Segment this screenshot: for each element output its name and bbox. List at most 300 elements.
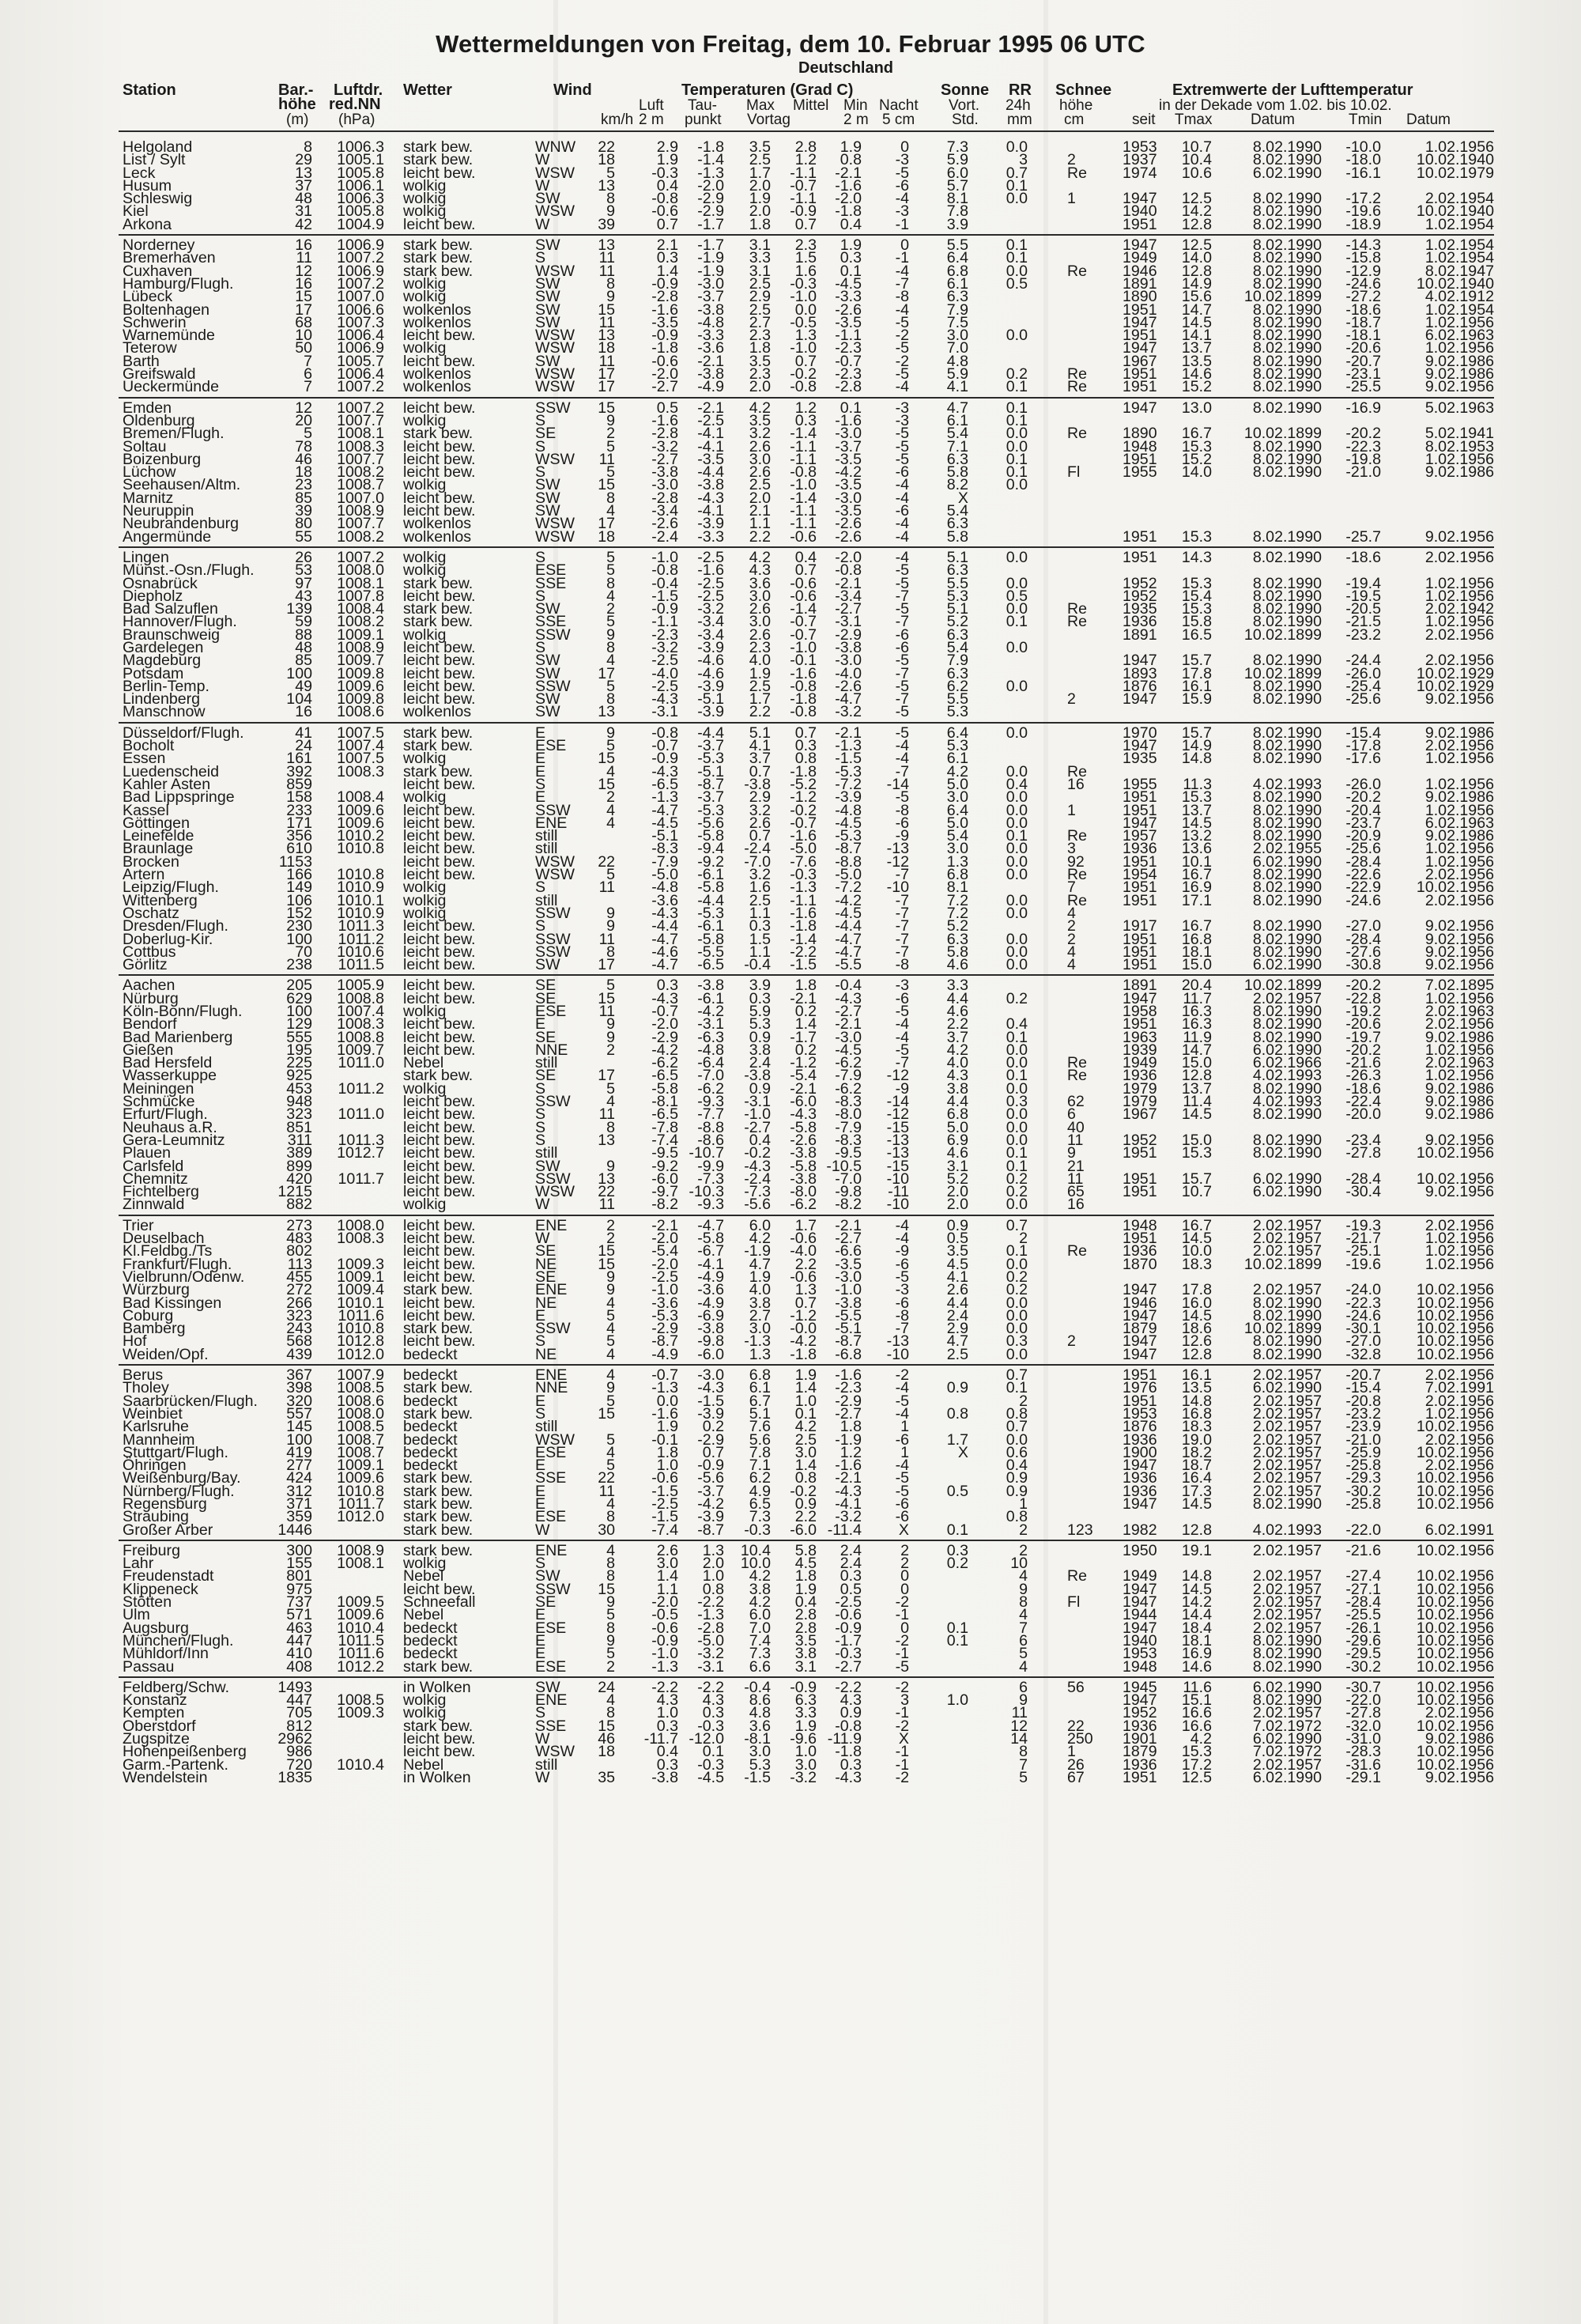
cell-max-temp: 2.7 <box>749 1306 771 1324</box>
cell-tmax-date: 8.02.1990 <box>1252 138 1322 156</box>
header-station: Station <box>123 81 176 99</box>
cell-dew-point: -3.2 <box>697 1645 724 1663</box>
cell-since-year: 1951 <box>1123 1392 1157 1410</box>
cell-weather: stark bew. <box>403 262 474 280</box>
cell-air-temp: -4.0 <box>651 664 678 682</box>
cell-min-temp: -4.5 <box>835 904 862 922</box>
cell-min-temp: -6.6 <box>835 1242 862 1260</box>
cell-mean-temp: 3.5 <box>794 1631 817 1649</box>
cell-station: Saarbrücken/Flugh. <box>123 1392 258 1410</box>
cell-barometer-height: 367 <box>286 1366 312 1385</box>
cell-station: Braunschweig <box>123 625 221 644</box>
cell-barometer-height: 266 <box>286 1294 312 1312</box>
cell-air-temp: -3.4 <box>651 502 678 520</box>
cell-max-temp: 6.8 <box>749 1366 771 1385</box>
cell-precipitation: 0.0 <box>1006 677 1028 695</box>
cell-wind-direction: still <box>535 1144 558 1162</box>
cell-wind-direction: E <box>535 1645 546 1663</box>
cell-wind-speed: 8 <box>606 638 615 656</box>
cell-min-temp: -6.2 <box>835 1054 862 1072</box>
cell-precipitation: 0.0 <box>1006 724 1028 742</box>
cell-weather: leicht bew. <box>403 1028 476 1046</box>
cell-barometer-height: 8 <box>304 138 312 156</box>
cell-pressure: 1008.3 <box>337 1015 384 1034</box>
cell-precipitation: 0.6 <box>1006 1443 1028 1461</box>
cell-sunshine: 4.3 <box>946 1067 968 1085</box>
cell-tmin: -15.4 <box>1345 724 1381 742</box>
cell-sunshine: 2.5 <box>946 1345 968 1363</box>
cell-air-temp: -1.0 <box>651 1281 678 1299</box>
cell-mean-temp: 4.5 <box>794 1555 817 1573</box>
cell-tmin-date: 9.02.1986 <box>1424 1105 1494 1124</box>
cell-night-min: -5 <box>895 1392 909 1410</box>
header-min: Min <box>843 97 868 114</box>
cell-pressure: 1008.3 <box>337 762 384 780</box>
cell-min-temp: -1.5 <box>835 750 862 768</box>
cell-max-temp: 3.5 <box>749 138 771 156</box>
cell-mean-temp: 1.9 <box>794 1366 817 1385</box>
cell-min-temp: -4.5 <box>835 274 862 293</box>
cell-snow: 2 <box>1067 151 1076 169</box>
cell-night-min: -7 <box>895 917 909 935</box>
cell-since-year: 1951 <box>1123 1144 1157 1162</box>
cell-precipitation: 0.0 <box>1006 801 1028 819</box>
cell-station: Kassel <box>123 801 169 819</box>
cell-night-min: -1 <box>895 249 909 267</box>
cell-since-year: 1947 <box>1123 399 1157 417</box>
cell-wind-direction: SW <box>535 664 560 682</box>
cell-station: Feldberg/Schw. <box>123 1678 230 1696</box>
cell-tmax-date: 2.02.1957 <box>1252 1593 1322 1612</box>
cell-dew-point: -2.1 <box>697 352 724 370</box>
cell-air-temp: -1.5 <box>651 1482 678 1500</box>
cell-dew-point: -1.7 <box>697 236 724 255</box>
cell-precipitation: 0.8 <box>1006 1404 1028 1423</box>
cell-pressure: 1004.9 <box>337 215 384 233</box>
cell-weather: bedeckt <box>403 1366 458 1385</box>
cell-barometer-height: 26 <box>295 548 312 566</box>
cell-precipitation: 0.4 <box>1006 1015 1028 1034</box>
cell-tmin: -23.2 <box>1345 1404 1381 1423</box>
cell-since-year: 1890 <box>1123 288 1157 306</box>
cell-mean-temp: -0.6 <box>790 587 817 605</box>
cell-snow: 26 <box>1067 1755 1085 1774</box>
cell-air-temp: -4.3 <box>651 989 678 1007</box>
cell-max-temp: 2.5 <box>749 274 771 293</box>
cell-weather: leicht bew. <box>403 399 476 417</box>
cell-barometer-height: 424 <box>286 1469 312 1487</box>
cell-tmin-date: 2.02.1954 <box>1424 190 1494 208</box>
cell-precipitation: 0.0 <box>1006 262 1028 280</box>
cell-air-temp: -1.5 <box>651 1508 678 1526</box>
cell-mean-temp: -0.3 <box>790 274 817 293</box>
cell-tmax: 18.2 <box>1181 1443 1212 1461</box>
cell-barometer-height: 629 <box>286 989 312 1007</box>
cell-mean-temp: 1.7 <box>794 1216 817 1234</box>
cell-dew-point: -4.1 <box>697 425 724 443</box>
cell-max-temp: 5.9 <box>749 1003 771 1020</box>
cell-precipitation: 0.1 <box>1006 411 1028 429</box>
cell-max-temp: 1.7 <box>749 164 771 182</box>
cell-night-min: -4 <box>895 1015 909 1034</box>
cell-night-min: -9 <box>895 1242 909 1260</box>
cell-dew-point: -7.0 <box>697 1067 724 1085</box>
cell-night-min: -4 <box>895 750 909 768</box>
cell-mean-temp: -1.8 <box>790 917 817 935</box>
cell-tmax: 14.5 <box>1181 1105 1212 1124</box>
cell-precipitation: 0.0 <box>1006 476 1028 494</box>
cell-tmax-date: 6.02.1990 <box>1252 164 1322 182</box>
cell-tmax: 15.3 <box>1181 788 1212 807</box>
cell-pressure: 1011.7 <box>338 1495 384 1513</box>
cell-since-year: 1979 <box>1123 1079 1157 1098</box>
cell-night-min: -4 <box>895 1379 909 1397</box>
cell-precipitation: 0.2 <box>1006 1170 1028 1188</box>
cell-min-temp: -0.7 <box>835 352 862 370</box>
cell-station: Trier <box>123 1216 154 1234</box>
cell-air-temp: -4.7 <box>651 801 678 819</box>
cell-air-temp: -5.3 <box>651 1306 678 1324</box>
cell-night-min: -4 <box>895 527 909 546</box>
cell-wind-speed: 4 <box>606 1294 615 1312</box>
cell-barometer-height: 166 <box>286 866 312 884</box>
cell-tmin: -25.5 <box>1345 1606 1381 1624</box>
cell-mean-temp: -0.7 <box>790 613 817 631</box>
cell-station: Stuttgart/Flugh. <box>123 1443 228 1461</box>
cell-dew-point: -4.4 <box>697 463 724 482</box>
cell-station: Gera-Leumnitz <box>123 1131 225 1149</box>
cell-tmin: -32.8 <box>1345 1345 1381 1363</box>
cell-station: Leinefelde <box>123 827 194 845</box>
cell-tmax-date: 2.02.1957 <box>1252 1443 1322 1461</box>
cell-sunshine: 5.1 <box>946 548 968 566</box>
cell-tmax-date: 8.02.1990 <box>1252 1631 1322 1649</box>
cell-min-temp: -3.5 <box>835 450 862 468</box>
cell-night-min: -13 <box>886 840 909 858</box>
cell-dew-point: -5.8 <box>697 879 724 897</box>
cell-wind-speed: 18 <box>598 527 615 546</box>
cell-mean-temp: -1.8 <box>790 690 817 709</box>
cell-min-temp: -6.8 <box>835 1345 862 1363</box>
cell-wind-direction: S <box>535 775 546 793</box>
cell-mean-temp: -0.2 <box>790 801 817 819</box>
header-wind: Wind <box>553 81 592 99</box>
cell-min-temp: -2.1 <box>835 1015 862 1034</box>
cell-tmax: 17.3 <box>1181 1482 1212 1500</box>
cell-min-temp: -2.6 <box>835 300 862 319</box>
cell-air-temp: -0.3 <box>651 164 678 182</box>
cell-precipitation: 0.4 <box>1006 1457 1028 1475</box>
cell-station: Mannheim <box>123 1430 195 1449</box>
cell-since-year: 1947 <box>1123 339 1157 357</box>
cell-sunshine: 5.0 <box>946 1118 968 1136</box>
cell-sunshine: 5.5 <box>946 574 968 592</box>
cell-tmax-date: 8.02.1990 <box>1252 1105 1322 1124</box>
cell-since-year: 1951 <box>1123 956 1157 974</box>
cell-dew-point: 0.3 <box>702 1704 724 1722</box>
cell-since-year: 1951 <box>1123 378 1157 396</box>
cell-night-min: 0 <box>900 138 909 156</box>
station-group <box>119 1215 1494 1361</box>
cell-wind-direction: SW <box>535 190 560 208</box>
cell-night-min: -4 <box>895 476 909 494</box>
cell-station: Doberlug-Kir. <box>123 930 213 948</box>
cell-night-min: -5 <box>895 652 909 670</box>
cell-wind-speed: 5 <box>606 1430 615 1449</box>
cell-wind-speed: 5 <box>606 1606 615 1624</box>
cell-precipitation: 0.0 <box>1006 852 1028 871</box>
cell-air-temp: -2.9 <box>651 1028 678 1046</box>
cell-station: Nürburg <box>123 989 179 1007</box>
cell-snow: 16 <box>1067 775 1085 793</box>
cell-dew-point: -3.6 <box>697 1281 724 1299</box>
cell-sunshine: 2.6 <box>946 1281 968 1299</box>
cell-min-temp: 0.3 <box>840 249 862 267</box>
cell-mean-temp: 2.2 <box>794 1255 817 1273</box>
cell-mean-temp: 2.5 <box>794 1430 817 1449</box>
cell-tmax: 14.5 <box>1181 313 1212 331</box>
cell-wind-speed: 9 <box>606 1593 615 1612</box>
cell-wind-direction: SSW <box>535 930 571 948</box>
cell-wind-speed: 11 <box>598 1196 615 1214</box>
cell-tmax: 16.9 <box>1181 1645 1212 1663</box>
cell-night-min: -5 <box>895 677 909 695</box>
cell-precipitation: 0.0 <box>1006 840 1028 858</box>
cell-pressure: 1008.9 <box>337 1541 384 1559</box>
cell-weather: wolkig <box>403 548 447 566</box>
cell-dew-point: -9.8 <box>697 1332 724 1351</box>
cell-mean-temp: 0.7 <box>794 724 817 742</box>
cell-max-temp: 3.9 <box>749 977 771 995</box>
cell-tmin-date: 2.02.1956 <box>1424 652 1494 670</box>
cell-station: Weiden/Opf. <box>123 1345 209 1363</box>
cell-night-min: -2 <box>895 1631 909 1649</box>
cell-min-temp: -7.9 <box>835 1118 862 1136</box>
cell-tmax-date: 8.02.1990 <box>1252 737 1322 755</box>
cell-since-year: 1951 <box>1123 1768 1157 1786</box>
cell-wind-speed: 15 <box>598 1717 615 1735</box>
cell-pressure: 1008.2 <box>337 463 384 482</box>
cell-dew-point: -2.9 <box>697 190 724 208</box>
cell-pressure: 1012.7 <box>337 1144 384 1162</box>
cell-sunshine: 5.5 <box>946 236 968 255</box>
cell-dew-point: -2.5 <box>697 574 724 592</box>
cell-since-year: 1949 <box>1123 249 1157 267</box>
cell-wind-direction: SW <box>535 600 560 618</box>
cell-tmin-date: 10.02.1956 <box>1416 1345 1494 1363</box>
cell-tmax: 11.4 <box>1183 1093 1212 1111</box>
cell-weather: leicht bew. <box>403 1743 476 1761</box>
cell-since-year: 1947 <box>1123 1457 1157 1475</box>
cell-sunshine: 3.7 <box>946 1028 968 1046</box>
cell-wind-speed: 11 <box>598 249 615 267</box>
cell-precipitation: 0.4 <box>1006 775 1028 793</box>
cell-pressure: 1011.0 <box>338 1105 384 1124</box>
station-group <box>119 1364 1494 1539</box>
cell-max-temp: 4.7 <box>749 1255 771 1273</box>
cell-dew-point: -2.2 <box>697 1678 724 1696</box>
cell-max-temp: 7.3 <box>749 1508 771 1526</box>
cell-tmax-date: 8.02.1990 <box>1252 587 1322 605</box>
page-title: Wettermeldungen von Freitag, dem 10. Februar 1995 06 UTC <box>436 30 1145 58</box>
cell-tmax-date: 2.02.1957 <box>1252 989 1322 1007</box>
cell-night-min: -10 <box>886 1345 909 1363</box>
cell-tmin-date: 1.02.1956 <box>1424 1230 1494 1248</box>
cell-sunshine: 3.0 <box>946 327 968 345</box>
cell-since-year: 1936 <box>1123 613 1157 631</box>
cell-max-temp: 3.2 <box>749 801 771 819</box>
cell-sunshine: 0.5 <box>946 1482 968 1500</box>
cell-station: Magdeburg <box>123 652 202 670</box>
cell-precipitation: 0.0 <box>1006 1041 1028 1059</box>
cell-mean-temp: -0.2 <box>790 365 817 384</box>
cell-tmin: -20.2 <box>1345 788 1381 807</box>
cell-pressure: 1008.6 <box>337 1392 384 1410</box>
cell-dew-point: 1.0 <box>702 1567 724 1585</box>
cell-tmin-date: 2.02.1956 <box>1424 625 1494 644</box>
cell-pressure: 1006.4 <box>337 327 384 345</box>
cell-wind-direction: SSW <box>535 1580 571 1598</box>
cell-night-min: -4 <box>895 1457 909 1475</box>
cell-wind-speed: 17 <box>598 664 615 682</box>
cell-station: Oldenburg <box>123 411 195 429</box>
cell-tmin-date: 10.02.1956 <box>1416 1332 1494 1351</box>
cell-tmin: -27.0 <box>1345 1332 1381 1351</box>
cell-station: Klippeneck <box>123 1580 198 1598</box>
cell-tmin-date: 1.02.1956 <box>1424 1255 1494 1273</box>
cell-mean-temp: 0.4 <box>794 1593 817 1612</box>
cell-wind-speed: 9 <box>606 917 615 935</box>
cell-air-temp: -0.6 <box>651 352 678 370</box>
cell-wind-direction: NE <box>535 1255 557 1273</box>
cell-weather: leicht bew. <box>403 463 476 482</box>
cell-sunshine: 6.1 <box>946 411 968 429</box>
cell-wind-direction: S <box>535 587 546 605</box>
cell-dew-point: -1.6 <box>697 561 724 580</box>
cell-weather: leicht bew. <box>403 801 476 819</box>
cell-tmax-date: 8.02.1990 <box>1252 917 1322 935</box>
cell-tmax-date: 8.02.1990 <box>1252 1345 1322 1363</box>
cell-wind-speed: 4 <box>606 1443 615 1461</box>
cell-min-temp: -4.1 <box>835 1495 862 1513</box>
cell-wind-direction: W <box>535 176 550 195</box>
cell-weather: wolkenlos <box>403 313 472 331</box>
cell-min-temp: 1.2 <box>840 1443 862 1461</box>
cell-wind-speed: 13 <box>598 327 615 345</box>
cell-min-temp: -8.8 <box>835 852 862 871</box>
cell-station: Essen <box>123 750 166 768</box>
cell-tmax-date: 6.02.1990 <box>1252 852 1322 871</box>
cell-station: Kl.Feldbg./Ts <box>123 1242 213 1260</box>
cell-tmax: 16.0 <box>1181 1294 1212 1312</box>
cell-dew-point: -3.7 <box>697 737 724 755</box>
cell-air-temp: -7.8 <box>651 1118 678 1136</box>
cell-wind-speed: 5 <box>606 463 615 482</box>
cell-tmax: 15.2 <box>1181 378 1212 396</box>
cell-tmax: 11.3 <box>1183 775 1212 793</box>
cell-pressure: 1011.2 <box>338 1079 384 1098</box>
cell-min-temp: -2.1 <box>835 724 862 742</box>
cell-snow: 21 <box>1067 1157 1085 1175</box>
cell-night-min: -4 <box>895 1028 909 1046</box>
cell-sunshine: 6.3 <box>946 288 968 306</box>
cell-max-temp: 4.0 <box>749 652 771 670</box>
cell-pressure: 1009.8 <box>337 664 384 682</box>
cell-barometer-height: 10 <box>295 327 312 345</box>
cell-dew-point: -5.6 <box>697 1469 724 1487</box>
cell-pressure: 1007.7 <box>337 411 384 429</box>
cell-since-year: 1947 <box>1123 814 1157 832</box>
cell-wind-direction: SW <box>535 690 560 709</box>
cell-max-temp: 7.3 <box>749 1645 771 1663</box>
cell-tmin-date: 7.02.1991 <box>1424 1379 1494 1397</box>
cell-dew-point: -3.8 <box>697 977 724 995</box>
cell-station: Manschnow <box>123 703 206 721</box>
cell-wind-direction: W <box>535 1521 550 1539</box>
cell-night-min: -11 <box>888 1183 909 1201</box>
cell-sunshine: 5.4 <box>946 638 968 656</box>
cell-sunshine: 8.1 <box>946 190 968 208</box>
cell-tmax-date: 2.02.1957 <box>1252 1469 1322 1487</box>
cell-dew-point: 0.1 <box>702 1743 724 1761</box>
cell-max-temp: 1.5 <box>749 930 771 948</box>
cell-air-temp: -2.8 <box>651 425 678 443</box>
cell-min-temp: -4.3 <box>835 989 862 1007</box>
cell-mean-temp: 3.0 <box>794 1443 817 1461</box>
cell-tmax-date: 2.02.1957 <box>1252 1704 1322 1722</box>
cell-pressure: 1012.8 <box>337 1332 384 1351</box>
header-seit: seit <box>1132 111 1156 128</box>
cell-weather: bedeckt <box>403 1443 458 1461</box>
cell-night-min: -2 <box>895 1717 909 1735</box>
cell-weather: leicht bew. <box>403 215 476 233</box>
cell-mean-temp: 0.3 <box>794 411 817 429</box>
cell-sunshine: 7.0 <box>946 339 968 357</box>
cell-sunshine: 0.9 <box>946 1216 968 1234</box>
cell-tmax: 15.3 <box>1181 600 1212 618</box>
cell-weather: bedeckt <box>403 1631 458 1649</box>
cell-tmax-date: 2.02.1957 <box>1252 1281 1322 1299</box>
cell-barometer-height: 43 <box>295 587 312 605</box>
cell-barometer-height: 975 <box>286 1580 312 1598</box>
cell-precipitation: 0.0 <box>1006 574 1028 592</box>
cell-tmin: -30.2 <box>1345 1657 1381 1676</box>
cell-mean-temp: 0.7 <box>794 1294 817 1312</box>
cell-min-temp: -2.7 <box>835 1404 862 1423</box>
cell-barometer-height: 80 <box>295 515 312 533</box>
cell-tmax: 15.3 <box>1181 437 1212 455</box>
cell-tmax: 10.4 <box>1181 151 1212 169</box>
cell-dew-point: -6.3 <box>697 1028 724 1046</box>
cell-air-temp: -4.8 <box>651 879 678 897</box>
cell-precipitation: 0.7 <box>1006 1366 1028 1385</box>
cell-pressure: 1008.8 <box>337 1028 384 1046</box>
cell-wind-speed: 15 <box>598 1242 615 1260</box>
cell-air-temp: -8.7 <box>651 1332 678 1351</box>
cell-since-year: 1950 <box>1123 1541 1157 1559</box>
header-rr: RR <box>1009 81 1032 99</box>
cell-precipitation: 0.3 <box>1006 1332 1028 1351</box>
cell-wind-direction: W <box>535 1196 550 1214</box>
cell-sunshine: 0.1 <box>946 1521 968 1539</box>
cell-night-min: -4 <box>895 378 909 396</box>
cell-precipitation: 0.9 <box>1006 1482 1028 1500</box>
cell-night-min: -7 <box>895 762 909 780</box>
cell-mean-temp: 0.4 <box>794 548 817 566</box>
cell-wind-speed: 15 <box>598 989 615 1007</box>
cell-sunshine: 1.3 <box>946 852 968 871</box>
cell-since-year: 1936 <box>1123 1067 1157 1085</box>
